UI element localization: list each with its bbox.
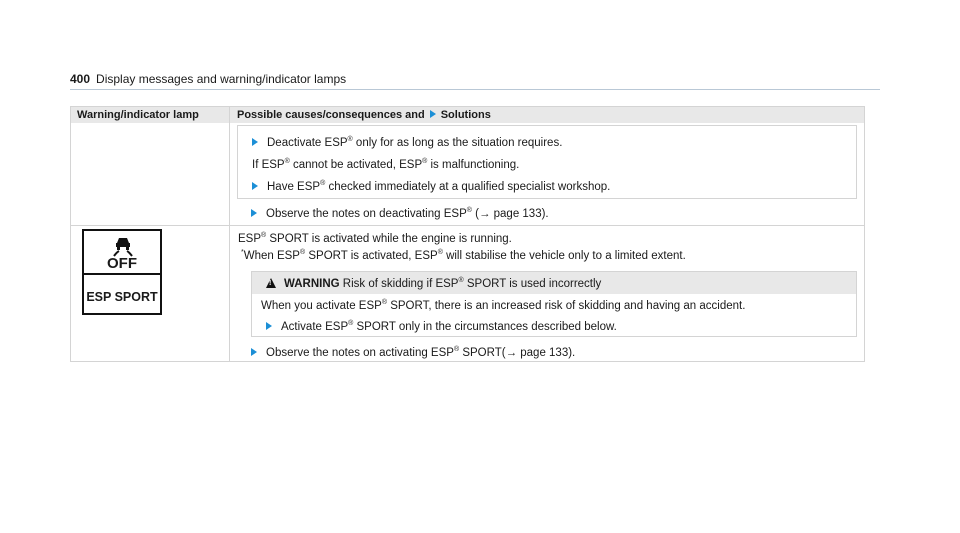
page-number: 400 bbox=[70, 72, 91, 86]
arrow-right-icon bbox=[251, 209, 257, 217]
col-header-causes: Possible causes/consequences and Solutions bbox=[237, 109, 491, 121]
continued-box bbox=[237, 125, 857, 199]
page-section-title: Display messages and warning/indicator lamps bbox=[96, 72, 347, 86]
lamp-divider bbox=[84, 273, 160, 275]
arrow-right-icon bbox=[251, 348, 257, 356]
lamp-sport-label: ESP SPORT bbox=[86, 290, 158, 304]
table-header bbox=[71, 107, 864, 123]
row2-line-1: ESP® SPORT is activated while the engine is running. bbox=[238, 232, 512, 245]
warning-header: !WARNING Risk of skidding if ESP® SPORT is used incorrectly bbox=[252, 272, 856, 294]
box-paragraph: If ESP® cannot be activated, ESP® is malfunctioning. bbox=[252, 158, 520, 171]
row1-step-observe: Observe the notes on deactivating ESP® (→ page 133). bbox=[251, 207, 549, 221]
warning-body: When you activate ESP® SPORT, there is an increased risk of skidding and having an accident. bbox=[261, 299, 746, 312]
row2-line-2: *When ESP® SPORT is activated, ESP® will stabilise the vehicle only to a limited extent. bbox=[241, 249, 686, 262]
arrow-right-icon bbox=[430, 110, 436, 118]
esp-lamp-graphic bbox=[82, 229, 162, 315]
warning-triangle-icon bbox=[266, 278, 276, 288]
column-divider bbox=[229, 107, 230, 361]
page-header bbox=[70, 72, 880, 90]
warning-step: Activate ESP® SPORT only in the circumstances described below. bbox=[266, 320, 617, 334]
row2-step-observe: Observe the notes on activating ESP® SPORT(→ page 133). bbox=[251, 346, 575, 360]
box-step-2: Have ESP® checked immediately at a qualified specialist workshop. bbox=[252, 180, 610, 194]
warning-label: WARNING bbox=[284, 278, 340, 290]
lamp-off-label: OFF bbox=[107, 255, 137, 272]
warning-lamp-table bbox=[70, 106, 865, 362]
arrow-right-icon bbox=[266, 322, 272, 330]
col-header-lamp: Warning/indicator lamp bbox=[77, 109, 199, 121]
warning-box bbox=[251, 271, 857, 337]
row-divider bbox=[71, 225, 864, 226]
box-step-1: Deactivate ESP® only for as long as the situation requires. bbox=[252, 136, 562, 150]
arrow-right-icon bbox=[252, 138, 258, 146]
arrow-right-icon bbox=[252, 182, 258, 190]
